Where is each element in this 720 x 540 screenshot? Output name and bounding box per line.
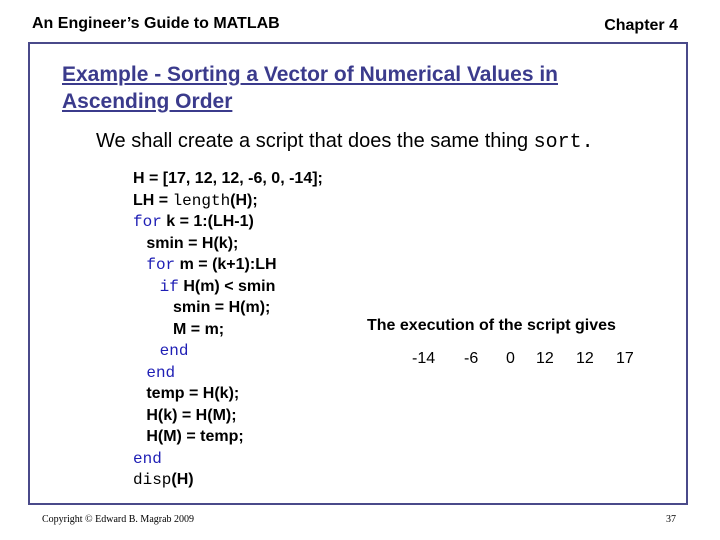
slide-title: Example - Sorting a Vector of Numerical Values in Ascending Order	[62, 63, 558, 113]
execution-label: The execution of the script gives	[367, 317, 616, 334]
intro-code: sort.	[533, 131, 594, 154]
code-text: k = 1:(LH-1)	[161, 213, 254, 230]
code-line-11: temp = H(k);	[133, 385, 240, 402]
result-value: 17	[616, 350, 634, 367]
chapter-label: Chapter 4	[604, 17, 678, 34]
code-function: disp	[133, 471, 172, 489]
result-value: -6	[464, 350, 479, 367]
code-line-8: M = m;	[133, 320, 225, 338]
code-indent	[133, 342, 160, 359]
code-line-4: smin = H(k);	[133, 234, 239, 252]
code-text: LH =	[133, 191, 173, 209]
code-line-10	[133, 362, 323, 384]
result-value: -14	[412, 350, 436, 367]
code-line-2	[133, 190, 323, 212]
page-number: 37	[666, 514, 676, 525]
code-line-12: H(k) = H(M);	[133, 406, 237, 424]
code-line-1: H = [17, 12, 12, -6, 0, -14];	[133, 170, 323, 187]
code-line-13: H(M) = temp;	[133, 428, 244, 445]
code-keyword: for	[133, 213, 162, 231]
code-line-9	[133, 340, 323, 362]
execution-result	[412, 350, 634, 368]
code-line-15	[133, 469, 323, 491]
code-line-6	[133, 276, 323, 298]
code-function: length	[172, 191, 231, 210]
result-value: 0	[506, 350, 515, 367]
code-line-14	[133, 448, 323, 470]
code-indent	[133, 256, 146, 273]
result-value: 12	[536, 350, 554, 367]
book-title-header: An Engineer’s Guide to MATLAB	[32, 15, 280, 32]
intro-text: We shall create a script that does the same thing	[96, 130, 534, 152]
result-value: 12	[576, 350, 594, 367]
code-line-7: smin = H(m);	[133, 299, 271, 316]
code-block	[133, 168, 323, 491]
code-text: H(m) < smin	[178, 277, 276, 295]
code-keyword: for	[146, 256, 176, 274]
intro-sentence	[96, 130, 594, 154]
code-keyword: end	[159, 342, 189, 360]
code-keyword: end	[133, 449, 162, 468]
code-text: m = (k+1):LH	[175, 256, 277, 273]
code-keyword: if	[159, 277, 179, 296]
copyright-notice: Copyright © Edward B. Magrab 2009	[42, 514, 195, 525]
code-keyword: end	[146, 363, 176, 382]
code-text: (H)	[171, 471, 194, 488]
code-indent	[133, 364, 146, 381]
code-text: (H);	[230, 191, 258, 209]
code-line-5	[133, 254, 323, 276]
code-indent	[133, 278, 160, 295]
code-line-3	[133, 211, 323, 233]
